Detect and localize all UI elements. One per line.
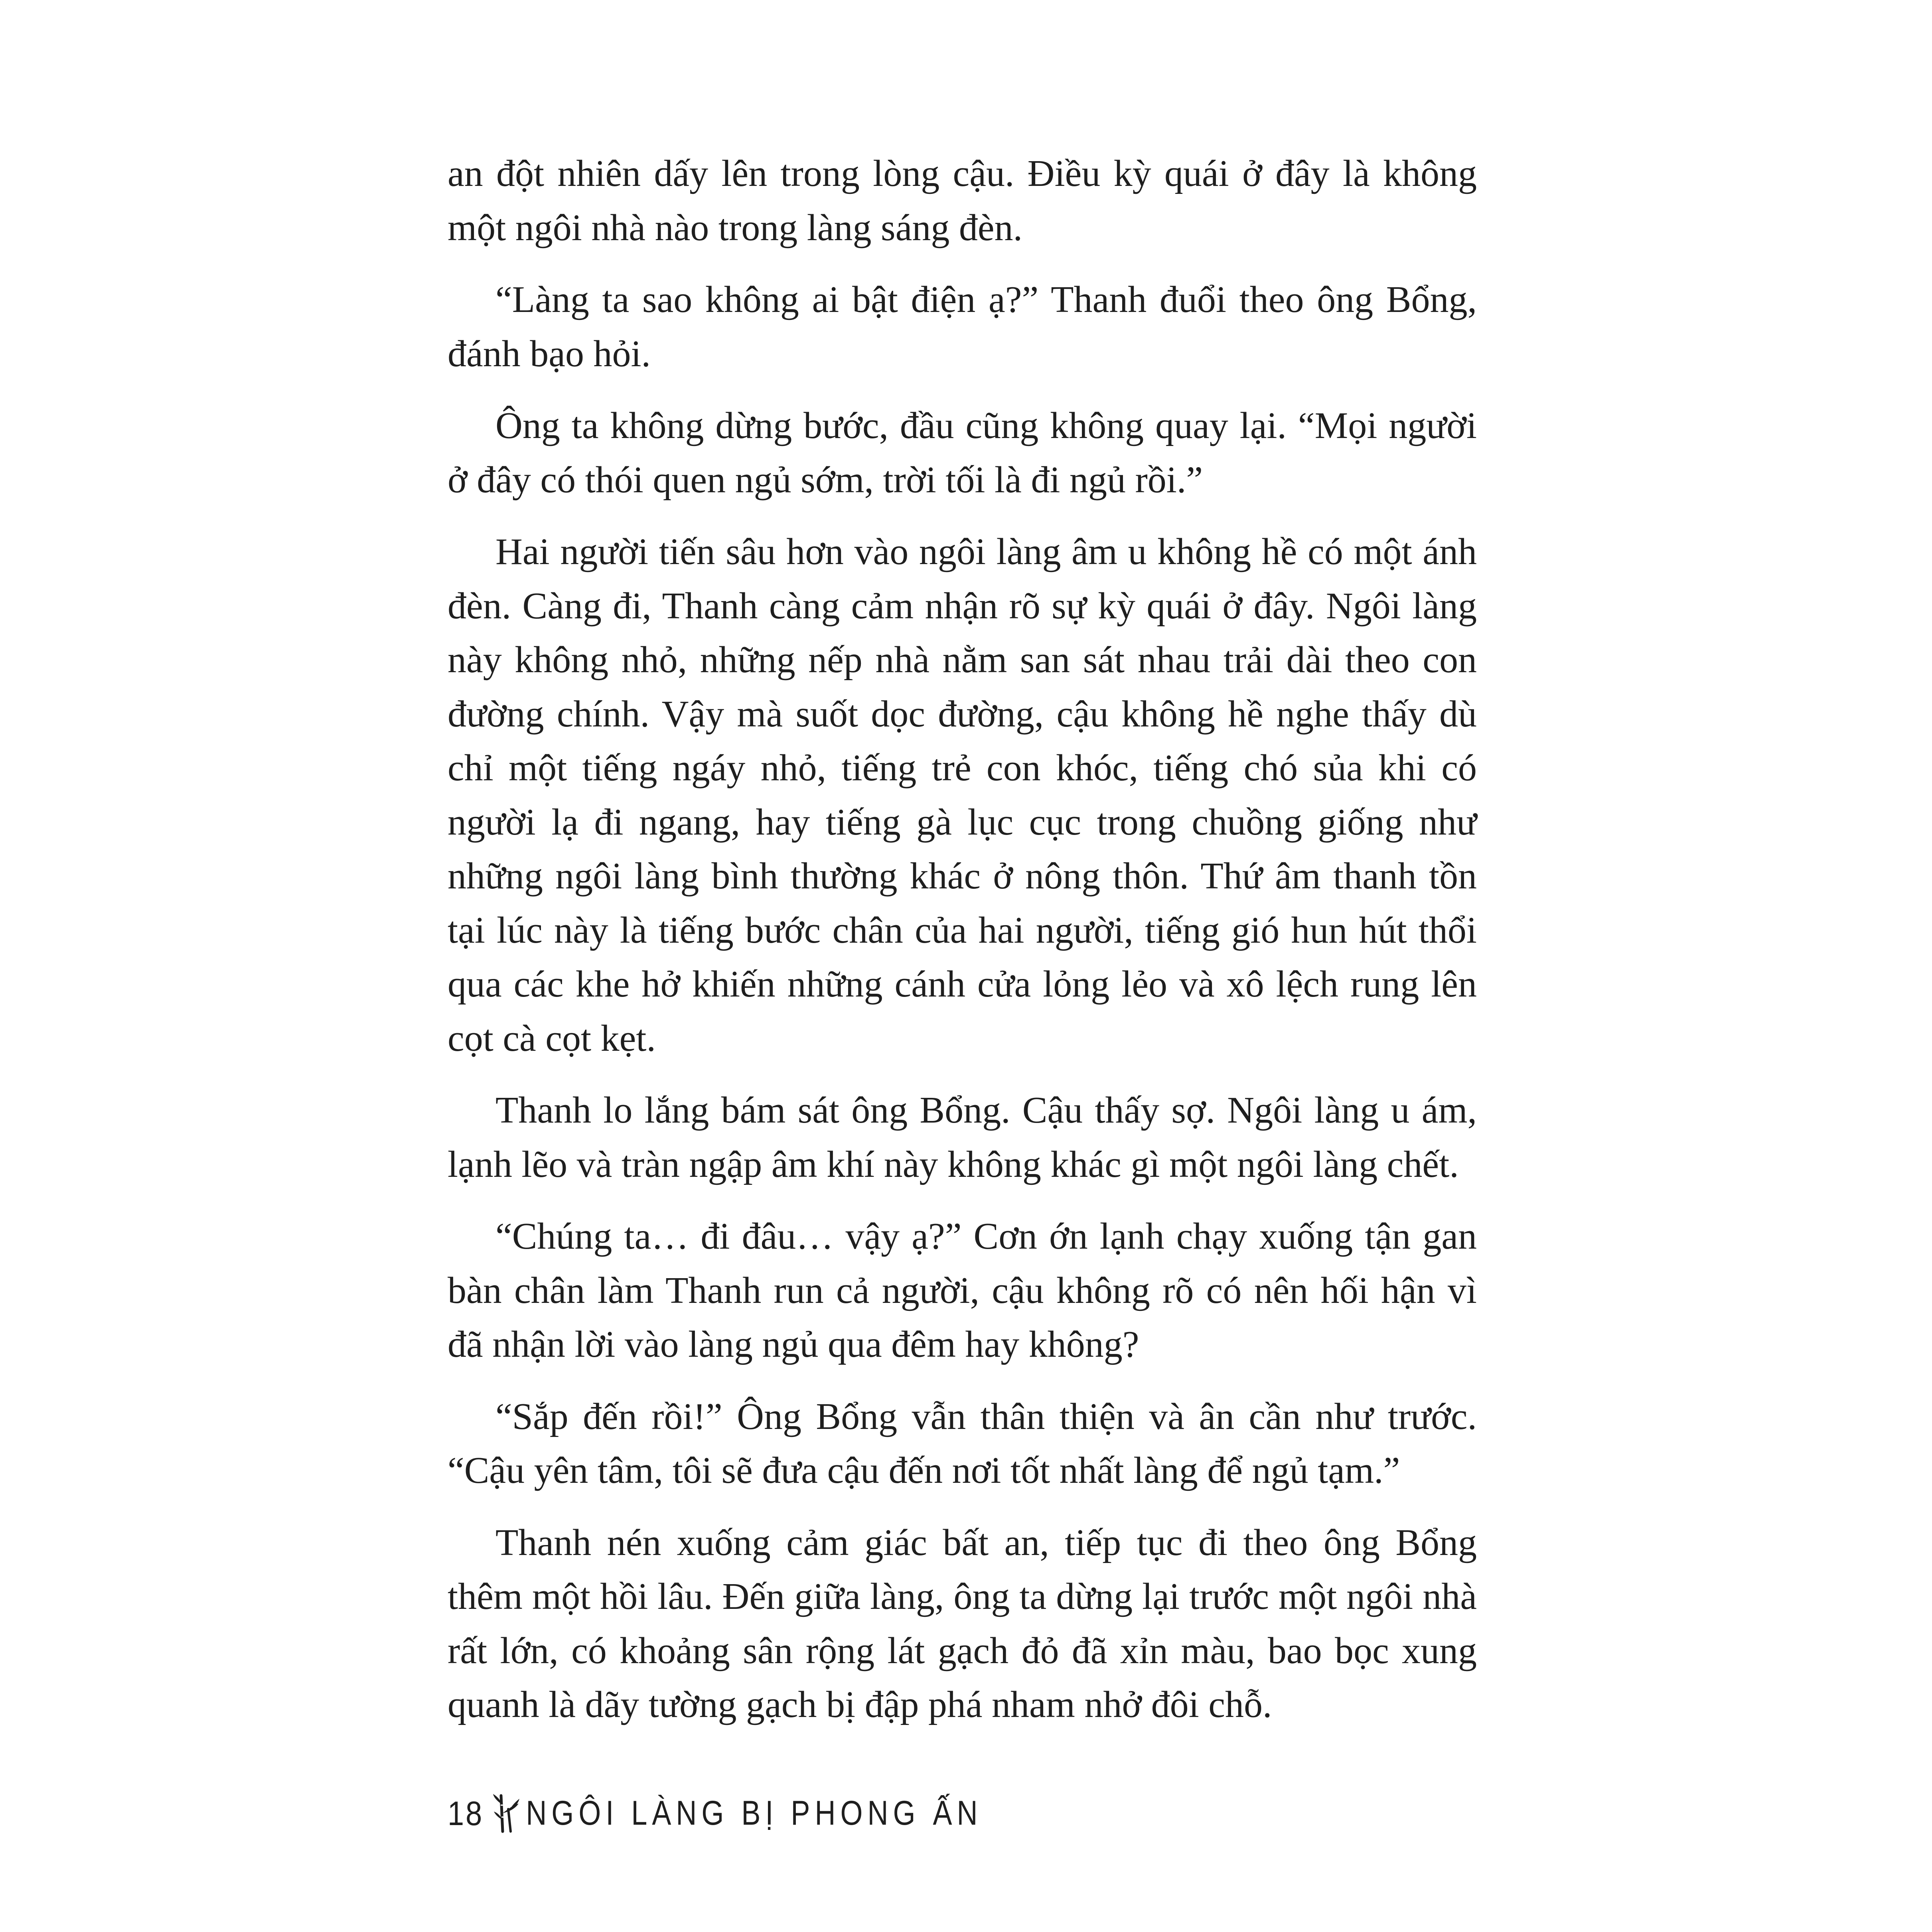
- paragraph-6: “Chúng ta… đi đâu… vậy ạ?” Cơn ớn lạnh chạy xuống tận gan bàn chân làm Thanh run cả người, cậu không rõ có nên hối hận vì đã nhận lời vào làng ngủ qua đêm hay không?: [448, 1216, 1477, 1365]
- paragraph-5: Thanh lo lắng bám sát ông Bổng. Cậu thấy sợ. Ngôi làng u ám, lạnh lẽo và tràn ngập âm khí này không khác gì một ngôi làng chết.: [448, 1089, 1477, 1185]
- paragraph-8: Thanh nén xuống cảm giác bất an, tiếp tục đi theo ông Bổng thêm một hồi lâu. Đến giữa làng, ông ta dừng lại trước một ngôi nhà rất lớn, có khoảng sân rộng lát gạch đỏ đã xỉn màu, bao bọc xung quanh là dãy tường gạch bị đập phá nham nhở đôi chỗ.: [448, 1522, 1477, 1725]
- page-number: 18: [448, 1794, 484, 1832]
- paragraph-4: Hai người tiến sâu hơn vào ngôi làng âm u không hề có một ánh đèn. Càng đi, Thanh càng cảm nhận rõ sự kỳ quái ở đây. Ngôi làng này không nhỏ, những nếp nhà nằm san sát nhau trải dài theo con đường chính. Vậy mà suốt dọc đường, cậu không hề nghe thấy dù chỉ một tiếng ngáy nhỏ, tiếng trẻ con khóc, tiếng chó sủa khi có người lạ đi ngang, hay tiếng gà lục cục trong chuồng giống như những ngôi làng bình thường khác ở nông thôn. Thứ âm thanh tồn tại lúc này là tiếng bước chân của hai người, tiếng gió hun hút thổi qua các khe hở khiến những cánh cửa lỏng lẻo và xô lệch rung lên cọt cà cọt kẹt.: [448, 531, 1477, 1059]
- page-footer: [448, 1793, 982, 1833]
- paragraph-2: “Làng ta sao không ai bật điện ạ?” Thanh đuổi theo ông Bổng, đánh bạo hỏi.: [448, 279, 1477, 375]
- paragraph-1: an đột nhiên dấy lên trong lòng cậu. Điều kỳ quái ở đây là không một ngôi nhà nào trong làng sáng đèn.: [448, 153, 1477, 249]
- paragraph-7: “Sắp đến rồi!” Ông Bổng vẫn thân thiện và ân cần như trước. “Cậu yên tâm, tôi sẽ đưa cậu đến nơi tốt nhất làng để ngủ tạm.”: [448, 1395, 1477, 1491]
- paragraph-3: Ông ta không dừng bước, đầu cũng không quay lại. “Mọi người ở đây có thói quen ngủ sớm, trời tối là đi ngủ rồi.”: [448, 405, 1477, 501]
- bamboo-icon: [492, 1793, 520, 1833]
- book-title: NGÔI LÀNG BỊ PHONG ẤN: [526, 1794, 983, 1832]
- body-text: [448, 147, 1477, 1750]
